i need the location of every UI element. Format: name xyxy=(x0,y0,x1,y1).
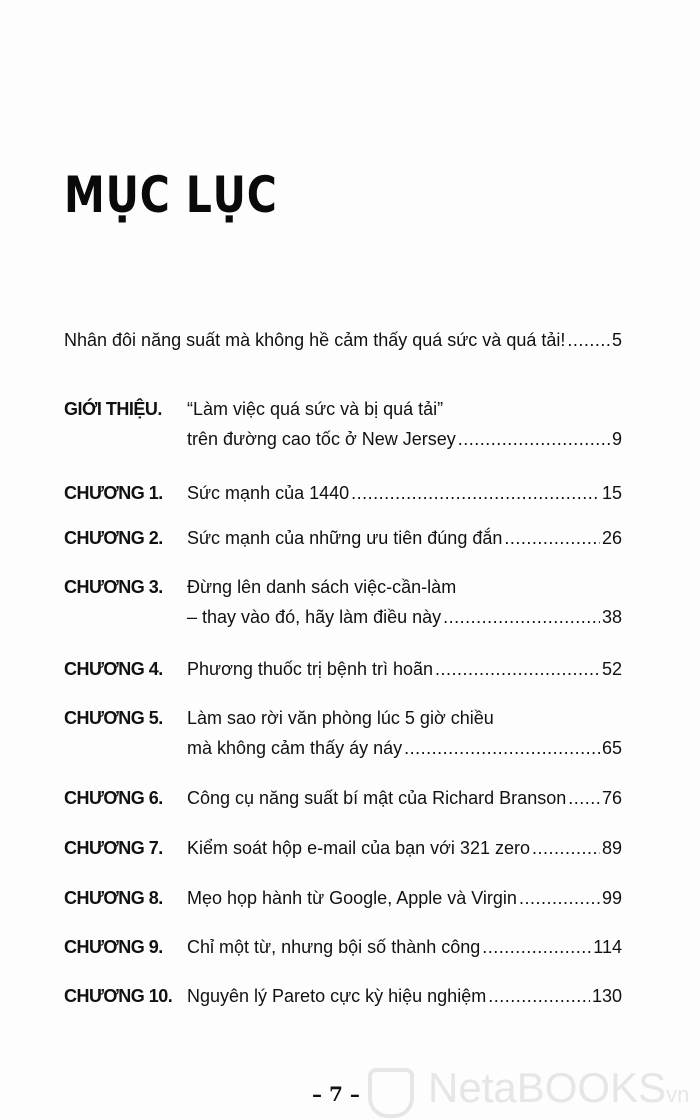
toc-label: CHƯƠNG 4. xyxy=(64,659,163,679)
toc-page: 99 xyxy=(601,888,622,908)
toc-title-line: mà không cảm thấy áy náy xyxy=(187,738,403,758)
toc-label: CHƯƠNG 3. xyxy=(64,577,163,597)
toc-page: 114 xyxy=(593,937,622,957)
watermark-logo-icon xyxy=(368,1068,414,1118)
toc-title-line: Phương thuốc trị bệnh trì hoãn xyxy=(187,659,434,679)
dot-leader xyxy=(351,478,600,508)
toc-title-line: Sức mạnh của những ưu tiên đúng đắn xyxy=(187,528,503,548)
page-number: – 7 – xyxy=(312,1082,360,1106)
dot-leader xyxy=(443,602,600,632)
toc-title-line: Nguyên lý Pareto cực kỳ hiệu nghiệm xyxy=(187,986,487,1006)
toc-intro-text: Nhân đôi năng suất mà không hề cảm thấy quá sức và quá tải! xyxy=(64,330,566,350)
dot-leader xyxy=(504,523,600,553)
toc-title-line: Công cụ năng suất bí mật của Richard Branson xyxy=(187,788,567,808)
watermark-suffix: vn xyxy=(666,1082,690,1107)
toc-page: 52 xyxy=(601,659,622,679)
toc-page: 9 xyxy=(611,429,622,449)
toc-page: 76 xyxy=(601,788,622,808)
watermark-brand: NetaBOOKS xyxy=(428,1064,667,1111)
page-title: MỤC LỤC xyxy=(64,166,278,224)
toc-title-line: Sức mạnh của 1440 xyxy=(187,483,350,503)
dot-leader xyxy=(404,733,600,763)
watermark xyxy=(428,1064,689,1112)
toc-page: 38 xyxy=(601,607,622,627)
toc-label: CHƯƠNG 1. xyxy=(64,483,163,503)
toc-title-line: Chỉ một từ, nhưng bội số thành công xyxy=(187,937,481,957)
dot-leader xyxy=(458,424,610,454)
toc-title-line: Đừng lên danh sách việc-cần-làm xyxy=(187,577,457,597)
toc-page: 65 xyxy=(601,738,622,758)
toc-page: 26 xyxy=(601,528,622,548)
toc-title-line: Kiểm soát hộp e-mail của bạn với 321 zero xyxy=(187,838,530,858)
dot-leader xyxy=(519,883,600,913)
toc-page: 130 xyxy=(591,986,622,1006)
toc-page: 89 xyxy=(601,838,622,858)
toc-label: CHƯƠNG 10. xyxy=(64,986,173,1006)
toc-title-line: “Làm việc quá sức và bị quá tải” xyxy=(187,399,444,419)
dot-leader xyxy=(435,654,600,684)
toc-label: CHƯƠNG 6. xyxy=(64,788,163,808)
dot-leader xyxy=(532,833,600,863)
dot-leader xyxy=(568,783,600,813)
toc-label: CHƯƠNG 8. xyxy=(64,888,163,908)
toc-label: CHƯƠNG 2. xyxy=(64,528,163,548)
toc-label: CHƯƠNG 7. xyxy=(64,838,163,858)
toc-title-line: trên đường cao tốc ở New Jersey xyxy=(187,429,456,449)
dot-leader xyxy=(488,981,590,1011)
toc-page: 5 xyxy=(611,330,622,350)
toc-title-line: Làm sao rời văn phòng lúc 5 giờ chiều xyxy=(187,708,494,728)
dot-leader xyxy=(482,932,591,962)
toc-label: GIỚI THIỆU. xyxy=(64,399,162,419)
toc-title-line: – thay vào đó, hãy làm điều này xyxy=(187,607,442,627)
toc-label: CHƯƠNG 5. xyxy=(64,708,163,728)
toc-title-line: Mẹo họp hành từ Google, Apple và Virgin xyxy=(187,888,517,908)
dot-leader xyxy=(567,325,610,355)
toc-page: 15 xyxy=(601,483,622,503)
toc-label: CHƯƠNG 9. xyxy=(64,937,163,957)
